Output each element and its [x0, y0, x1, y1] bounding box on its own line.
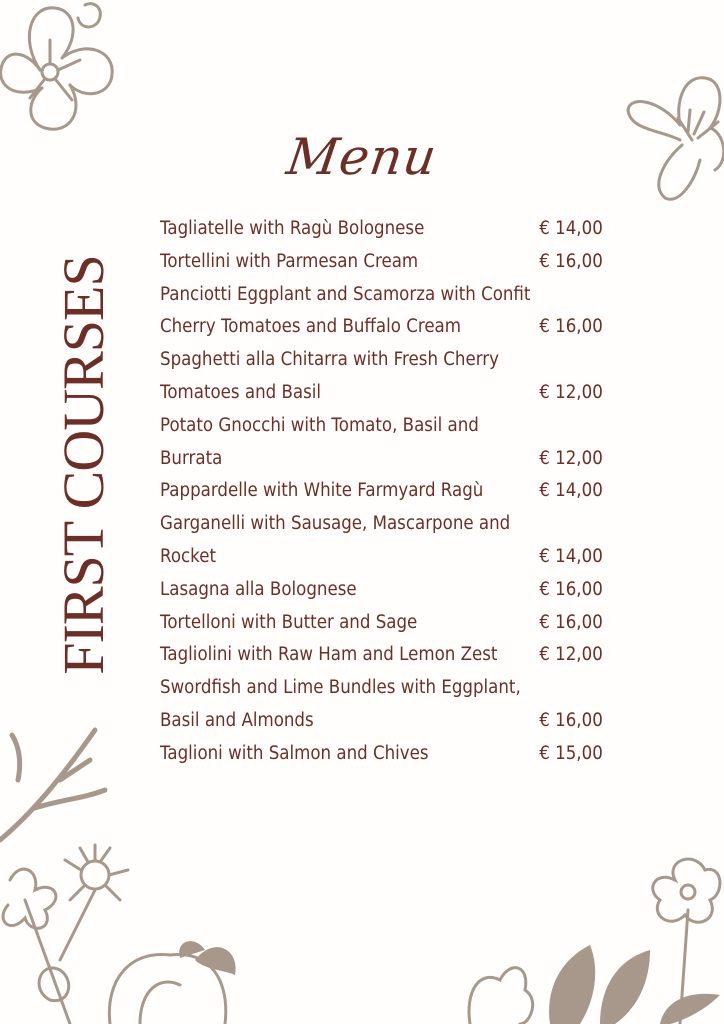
menu-item-price: € 16,00: [539, 250, 603, 272]
menu-item-price: € 16,00: [539, 578, 603, 600]
section-heading: FIRST COURSES: [51, 255, 116, 675]
menu-item-line: [160, 213, 603, 246]
menu-item-price: € 12,00: [539, 447, 603, 469]
flowers-bottom-left-icon: [0, 840, 260, 1024]
menu-item-line: [160, 508, 603, 541]
menu-item-price: € 16,00: [539, 611, 603, 633]
menu-item-name: Basil and Almonds: [160, 709, 314, 731]
flower-top-left-icon: [0, 0, 130, 140]
menu-item-line: [160, 311, 603, 344]
menu-item-line: [160, 377, 603, 410]
menu-item-line: [160, 410, 603, 443]
menu-item-line: [160, 574, 603, 607]
menu-item-price: € 12,00: [539, 644, 603, 666]
menu-item-name: Tagliatelle with Ragù Bolognese: [160, 218, 425, 239]
menu-item-name: Spaghetti alla Chitarra with Fresh Cherry: [160, 349, 499, 371]
menu-item-name: Tagliolini with Raw Ham and Lemon Zest: [160, 644, 498, 666]
menu-item-line: [160, 475, 603, 508]
menu-item-name: Burrata: [160, 447, 223, 469]
menu-item-line: [160, 279, 603, 312]
menu-item-name: Pappardelle with White Farmyard Ragù: [160, 480, 484, 502]
menu-item-line: [160, 344, 603, 377]
menu-item-name: Cherry Tomatoes and Buffalo Cream: [160, 316, 461, 338]
menu-item-line: [160, 541, 603, 574]
branch-left-icon: [0, 720, 120, 850]
menu-item-line: [160, 738, 603, 771]
menu-item-name: Taglioni with Salmon and Chives: [160, 742, 429, 764]
menu-item-line: [160, 672, 603, 705]
menu-item-price: € 14,00: [539, 545, 603, 567]
menu-item-name: Rocket: [160, 545, 216, 567]
menu-item-name: Potato Gnocchi with Tomato, Basil and: [160, 414, 479, 436]
menu-item-price: € 16,00: [539, 709, 603, 731]
menu-item-name: Tortellini with Parmesan Cream: [160, 250, 419, 272]
menu-item-line: [160, 607, 603, 640]
menu-item-price: € 16,00: [539, 316, 603, 338]
menu-item-name: Swordfish and Lime Bundles with Eggplant,: [160, 677, 521, 699]
menu-item-name: Panciotti Eggplant and Scamorza with Confit: [160, 283, 531, 305]
menu-item-price: € 12,00: [539, 381, 603, 403]
menu-title: Menu: [283, 128, 441, 186]
menu-item-line: [160, 705, 603, 738]
menu-item-line: [160, 639, 603, 672]
menu-item-price: € 15,00: [539, 742, 603, 764]
menu-item-name: Garganelli with Sausage, Mascarpone and: [160, 513, 511, 535]
menu-item-name: Tomatoes and Basil: [160, 381, 322, 403]
menu-item-name: Tortelloni with Butter and Sage: [160, 611, 418, 633]
menu-list: [160, 213, 652, 771]
menu-item-price: € 14,00: [539, 218, 603, 239]
menu-item-name: Lasagna alla Bolognese: [160, 578, 357, 600]
menu-item-line: [160, 443, 603, 476]
menu-item-line: [160, 246, 603, 279]
leaves-bottom-right-icon: [450, 850, 724, 1024]
menu-item-price: € 14,00: [539, 480, 603, 502]
